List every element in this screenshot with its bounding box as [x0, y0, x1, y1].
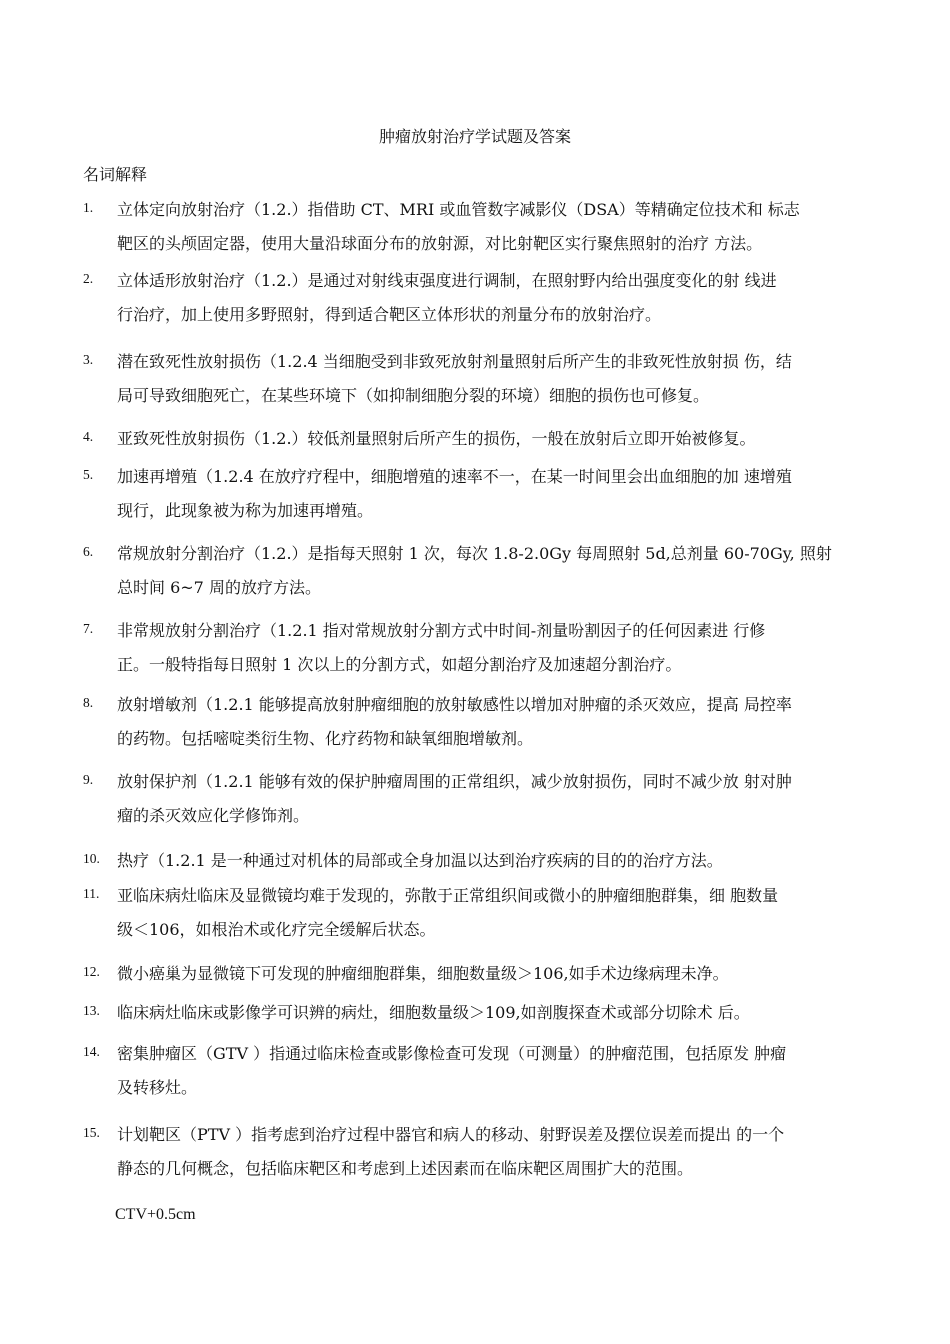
- item-text-line: 瘤的杀灭效应化学修饰剂。: [117, 806, 310, 825]
- item-text-line: 潜在致死性放射损伤（1.2.4 当细胞受到非致死放射剂量照射后所产生的非致死性放射损 伤，结: [117, 352, 792, 371]
- item-text-line: 靶区的头颅固定器，使用大量沿球面分布的放射源，对比射靶区实行聚焦照射的治疗 方法。: [117, 234, 763, 253]
- item-text-line: 总时间 6~7 周的放疗方法。: [117, 578, 321, 597]
- item-text-line: 级＜106，如根治术或化疗完全缓解后状态。: [117, 920, 436, 939]
- item-text-line: 正。一般特指每日照射 1 次以上的分割方式，如超分割治疗及加速超分割治疗。: [117, 655, 682, 674]
- item-number: 8.: [83, 695, 94, 710]
- item-text-line: 临床病灶临床或影像学可识辨的病灶，细胞数量级＞109,如剖腹探查术或部分切除术 后。: [117, 1003, 750, 1022]
- item-text-line: 放射保护剂（1.2.1 能够有效的保护肿瘤周围的正常组织，减少放射损伤，同时不减少放 射对肿: [117, 772, 792, 791]
- item-number: 5.: [83, 467, 94, 482]
- item-text-line: 常规放射分割治疗（1.2.）是指每天照射 1 次，每次 1.8-2.0Gy 每周照射 5d,总剂量 60-70Gy, 照射: [117, 544, 832, 563]
- item-text-line: 局可导致细胞死亡，在某些环境下（如抑制细胞分裂的环境）细胞的损伤也可修复。: [117, 386, 710, 405]
- item-text-line: 的药物。包括嘧啶类衍生物、化疗药物和缺氧细胞增敏剂。: [117, 729, 534, 748]
- item-text-line: 放射增敏剂（1.2.1 能够提高放射肿瘤细胞的放射敏感性以增加对肿瘤的杀灭效应，提高 局控率: [117, 695, 792, 714]
- item-text-line: 立体适形放射治疗（1.2.）是通过对射线束强度进行调制，在照射野内给出强度变化的射 线进: [117, 271, 777, 290]
- item-number: 12.: [83, 964, 100, 979]
- section-heading: 名词解释: [83, 165, 148, 184]
- item-number: 13.: [83, 1003, 100, 1018]
- item-number: 14.: [83, 1044, 100, 1059]
- item-text-line: 计划靶区（PTV ）指考虑到治疗过程中器官和病人的移动、射野误差及摆位误差而提出 的一个: [117, 1125, 785, 1144]
- item-number: 9.: [83, 772, 94, 787]
- item-number: 15.: [83, 1125, 100, 1140]
- formula-note: CTV+0.5cm: [115, 1206, 196, 1223]
- item-number: 11.: [83, 886, 100, 901]
- item-text-line: 及转移灶。: [117, 1078, 198, 1097]
- page-title: 肿瘤放射治疗学试题及答案: [378, 127, 571, 146]
- item-text-line: 静态的几何概念，包括临床靶区和考虑到上述因素而在临床靶区周围扩大的范围。: [117, 1159, 694, 1178]
- item-text-line: 行治疗，加上使用多野照射，得到适合靶区立体形状的剂量分布的放射治疗。: [117, 305, 662, 324]
- item-text-line: 亚临床病灶临床及显微镜均难于发现的，弥散于正常组织间或微小的肿瘤细胞群集，细 胞数量: [117, 886, 779, 905]
- item-text-line: 现行，此现象被为称为加速再增殖。: [117, 501, 374, 520]
- item-text-line: 微小癌巢为显微镜下可发现的肿瘤细胞群集，细胞数量级＞106,如手术边缘病理未净。: [117, 964, 729, 983]
- item-text-line: 非常规放射分割治疗（1.2.1 指对常规放射分割方式中时间-剂量吩割因子的任何因素进 行修: [117, 621, 766, 640]
- item-number: 4.: [83, 429, 94, 444]
- item-text-line: 亚致死性放射损伤（1.2.）较低剂量照射后所产生的损伤，一般在放射后立即开始被修复。: [117, 429, 756, 448]
- item-number: 6.: [83, 544, 94, 559]
- item-text-line: 密集肿瘤区（GTV ）指通过临床检查或影像检查可发现（可测量）的肿瘤范围，包括原发 肿瘤: [117, 1044, 787, 1063]
- item-number: 2.: [83, 271, 94, 286]
- item-text-line: 热疗（1.2.1 是一种通过对机体的局部或全身加温以达到治疗疾病的目的的治疗方法。: [117, 851, 723, 870]
- item-number: 10.: [83, 851, 100, 866]
- item-text-line: 立体定向放射治疗（1.2.）指借助 CT、MRI 或血管数字减影仪（DSA）等精确定位技术和 标志: [117, 200, 800, 219]
- item-number: 3.: [83, 352, 94, 367]
- item-number: 1.: [83, 200, 94, 215]
- item-number: 7.: [83, 621, 94, 636]
- item-text-line: 加速再增殖（1.2.4 在放疗疗程中，细胞增殖的速率不一，在某一时间里会出血细胞的加 速增殖: [117, 467, 792, 486]
